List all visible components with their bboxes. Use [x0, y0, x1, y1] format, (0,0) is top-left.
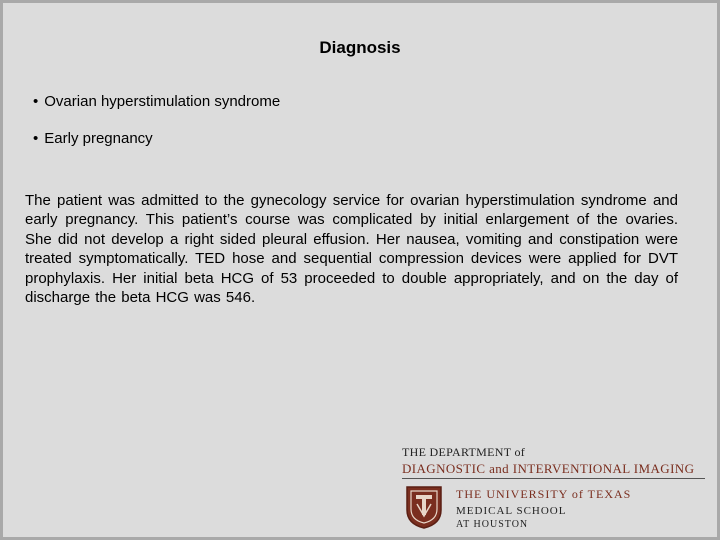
bullet-dot: • [33, 130, 39, 147]
institution-logo [399, 444, 717, 536]
bullet-text: Early pregnancy [44, 130, 153, 147]
ut-seal-icon [404, 484, 444, 530]
department-name: DIAGNOSTIC and INTERVENTIONAL IMAGING [402, 461, 695, 476]
bullet-item [33, 130, 280, 147]
logo-divider [402, 478, 705, 479]
bullet-list [33, 93, 280, 167]
bullet-text: Ovarian hyperstimulation syndrome [44, 93, 281, 110]
case-summary-paragraph: The patient was admitted to the gynecology service for ovarian hyperstimulation syndrome and early pregnancy. This patient’s course was complicated by initial enlargement of the ovaries. She did not develop a right sided pleural effusion. Her nausea, vomiting and constipation were treated symptomatically. TED hose and sequential compression devices were applied for DVT prophylaxis. Her initial beta HCG of 53 proceeded to double appropriately, and on the day of discharge the beta HCG was 546. [25, 192, 678, 307]
medical-school-label: MEDICAL SCHOOL [456, 505, 567, 517]
university-name: THE UNIVERSITY of TEXAS [456, 487, 632, 501]
department-label: THE DEPARTMENT of [402, 445, 526, 459]
bullet-dot: • [33, 93, 39, 110]
slide-title: Diagnosis [319, 38, 401, 57]
slide [3, 3, 717, 537]
location-label: AT HOUSTON [456, 519, 529, 530]
bullet-item [33, 93, 280, 110]
